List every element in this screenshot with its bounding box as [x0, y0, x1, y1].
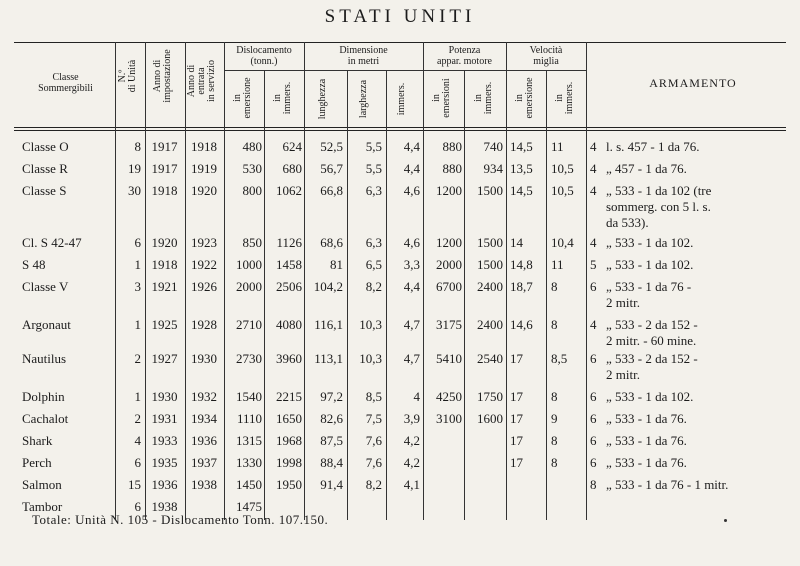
header-pot-immersione: in immers. — [473, 81, 494, 115]
cell-arm_n: 6 — [590, 411, 597, 426]
cell-di: 1126 — [276, 235, 302, 250]
cell-imp: 1917 — [151, 139, 178, 154]
cell-classe: Classe R — [22, 161, 68, 176]
cell-armamento: „ 533 - 1 da 102. — [606, 257, 694, 272]
cell-vi: 10,5 — [551, 183, 574, 198]
cell-lar: 6,3 — [365, 235, 382, 250]
cell-armamento: „ 533 - 2 da 152 - 2 mitr. - 60 mine. — [606, 317, 698, 348]
cell-armamento: „ 533 - 1 da 102 (tre sommerg. con 5 l. s. da 533). — [606, 183, 712, 230]
cell-de: 800 — [242, 183, 262, 198]
cell-ve: 17 — [510, 433, 523, 448]
cell-unita: 19 — [128, 161, 141, 176]
cell-vi: 8 — [551, 389, 558, 404]
cell-de: 2710 — [236, 317, 262, 332]
cell-serv: 1932 — [191, 389, 217, 404]
cell-unita: 2 — [134, 411, 141, 426]
cell-unita: 6 — [134, 455, 141, 470]
cell-serv: 1928 — [191, 317, 217, 332]
header-potenza: Potenza appar. motore — [437, 45, 492, 67]
cell-arm_n: 6 — [590, 351, 597, 366]
cell-ve: 14,8 — [510, 257, 533, 272]
cell-serv: 1938 — [191, 477, 217, 492]
header-velocita: Velocità miglia — [529, 45, 563, 67]
cell-serv: 1920 — [191, 183, 217, 198]
cell-armamento: „ 533 - 1 da 76. — [606, 411, 687, 426]
cell-di: 4080 — [276, 317, 302, 332]
cell-ve: 17 — [510, 351, 523, 366]
cell-serv: 1930 — [191, 351, 217, 366]
cell-vi: 8 — [551, 433, 558, 448]
cell-di: 680 — [282, 161, 302, 176]
header-vel-immersione: in immers. — [554, 81, 575, 115]
cell-de: 1110 — [236, 411, 262, 426]
cell-pi: 1600 — [477, 411, 503, 426]
col-divider — [386, 70, 387, 520]
table-footer: Totale: Unità N. 105 - Dislocamento Tonn. 107.150. — [32, 512, 329, 527]
cell-ve: 14,6 — [510, 317, 533, 332]
cell-unita: 6 — [134, 235, 141, 250]
page-title: STATI UNITI — [324, 6, 476, 27]
cell-pi: 2540 — [477, 351, 503, 366]
cell-classe: Dolphin — [22, 389, 65, 404]
cell-vi: 8 — [551, 317, 558, 332]
cell-pi: 1750 — [477, 389, 503, 404]
cell-vi: 11 — [551, 139, 564, 154]
cell-pi: 1500 — [477, 235, 503, 250]
cell-pi: 2400 — [477, 317, 503, 332]
col-divider — [347, 70, 348, 520]
cell-lun: 82,6 — [320, 411, 343, 426]
cell-pi: 740 — [483, 139, 503, 154]
cell-lun: 91,4 — [320, 477, 343, 492]
cell-unita: 1 — [134, 389, 141, 404]
header-unita: N.º di Unità — [117, 59, 138, 93]
cell-classe: Tambor — [22, 499, 63, 514]
cell-lun: 116,1 — [314, 317, 343, 332]
cell-di: 1650 — [276, 411, 302, 426]
cell-lar: 10,3 — [359, 351, 382, 366]
cell-armamento: „ 533 - 1 da 76. — [606, 455, 687, 470]
cell-imm: 4,4 — [403, 139, 420, 154]
cell-imm: 4,7 — [403, 351, 420, 366]
cell-imp: 1918 — [151, 183, 178, 198]
cell-pe: 6700 — [436, 279, 462, 294]
cell-unita: 6 — [134, 499, 141, 514]
cell-pi: 2400 — [477, 279, 503, 294]
cell-imm: 4,6 — [403, 183, 420, 198]
cell-pi: 1500 — [477, 257, 503, 272]
cell-de: 1315 — [236, 433, 262, 448]
cell-de: 2000 — [236, 279, 262, 294]
cell-imp: 1931 — [151, 411, 178, 426]
cell-classe: Classe V — [22, 279, 69, 294]
header-pot-emersione: in emersioni — [431, 78, 452, 118]
cell-lun: 104,2 — [313, 279, 343, 294]
header-impostazione: Anno di impostazione — [152, 49, 173, 103]
cell-imm: 4,6 — [403, 235, 420, 250]
cell-di: 1998 — [276, 455, 302, 470]
cell-lun: 113,1 — [314, 351, 343, 366]
header-disl-immersione: in immers. — [272, 81, 293, 115]
cell-arm_n: 8 — [590, 477, 597, 492]
cell-di: 1062 — [276, 183, 302, 198]
cell-vi: 8 — [551, 455, 558, 470]
cell-arm_n: 4 — [590, 183, 597, 198]
cell-vi: 10,5 — [551, 161, 574, 176]
cell-de: 1540 — [236, 389, 262, 404]
header-rule-double — [14, 130, 786, 131]
cell-lar: 10,3 — [359, 317, 382, 332]
cell-imp: 1918 — [151, 257, 178, 272]
header-disl-emersione: in emersione — [232, 77, 253, 119]
header-larghezza: larghezza — [358, 79, 369, 119]
cell-lun: 52,5 — [320, 139, 343, 154]
cell-classe: Classe O — [22, 139, 69, 154]
cell-pe: 1200 — [436, 235, 462, 250]
cell-de: 530 — [242, 161, 262, 176]
cell-lun: 68,6 — [320, 235, 343, 250]
cell-unita: 8 — [134, 139, 141, 154]
cell-armamento: „ 533 - 1 da 76 - 1 mitr. — [606, 477, 729, 492]
cell-di: 2506 — [276, 279, 302, 294]
header-rule — [14, 127, 786, 128]
cell-armamento: „ 457 - 1 da 76. — [606, 161, 687, 176]
col-divider — [506, 42, 507, 520]
cell-serv: 1936 — [191, 433, 217, 448]
cell-imm: 4 — [413, 389, 420, 404]
cell-ve: 17 — [510, 455, 523, 470]
cell-lun: 97,2 — [320, 389, 343, 404]
cell-de: 1330 — [236, 455, 262, 470]
cell-imm: 4,4 — [403, 279, 420, 294]
cell-imp: 1935 — [151, 455, 178, 470]
cell-armamento: „ 533 - 2 da 152 - 2 mitr. — [606, 351, 698, 382]
cell-classe: Classe S — [22, 183, 67, 198]
cell-lun: 56,7 — [320, 161, 343, 176]
cell-arm_n: 6 — [590, 433, 597, 448]
cell-armamento: „ 533 - 1 da 102. — [606, 389, 694, 404]
cell-unita: 30 — [128, 183, 141, 198]
cell-arm_n: 5 — [590, 257, 597, 272]
cell-pe: 880 — [442, 161, 462, 176]
cell-unita: 3 — [134, 279, 141, 294]
cell-pe: 3175 — [436, 317, 462, 332]
header-classe: Classe Sommergibili — [38, 72, 93, 94]
cell-imp: 1925 — [151, 317, 178, 332]
cell-vi: 8,5 — [551, 351, 568, 366]
cell-arm_n: 6 — [590, 389, 597, 404]
cell-imm: 3,9 — [403, 411, 420, 426]
cell-imp: 1930 — [151, 389, 178, 404]
cell-armamento: „ 533 - 1 da 102. — [606, 235, 694, 250]
cell-imp: 1927 — [151, 351, 178, 366]
cell-serv: 1934 — [191, 411, 217, 426]
cell-ve: 14,5 — [510, 183, 533, 198]
cell-ve: 14,5 — [510, 139, 533, 154]
cell-lar: 8,2 — [365, 279, 382, 294]
cell-de: 480 — [242, 139, 262, 154]
cell-imp: 1936 — [151, 477, 178, 492]
cell-lar: 7,5 — [365, 411, 382, 426]
cell-di: 624 — [282, 139, 302, 154]
cell-vi: 10,4 — [551, 235, 574, 250]
cell-classe: Cachalot — [22, 411, 69, 426]
cell-pe: 3100 — [436, 411, 462, 426]
col-divider — [464, 70, 465, 520]
cell-vi: 11 — [551, 257, 564, 272]
col-divider — [546, 70, 547, 520]
cell-ve: 14 — [510, 235, 523, 250]
cell-serv: 1923 — [191, 235, 217, 250]
header-servizio: Anno di entrata in servizio — [186, 60, 217, 102]
cell-pe: 880 — [442, 139, 462, 154]
header-vel-emersione: in emersione — [514, 77, 535, 119]
cell-classe: Salmon — [22, 477, 62, 492]
cell-di: 2215 — [276, 389, 302, 404]
cell-lar: 8,2 — [365, 477, 382, 492]
cell-imm: 4,2 — [403, 433, 420, 448]
cell-lun: 66,8 — [320, 183, 343, 198]
cell-pi: 934 — [483, 161, 503, 176]
cell-lun: 81 — [330, 257, 343, 272]
cell-lar: 7,6 — [365, 455, 382, 470]
cell-lar: 6,3 — [365, 183, 382, 198]
cell-de: 2730 — [236, 351, 262, 366]
cell-armamento: „ 533 - 1 da 76 - 2 mitr. — [606, 279, 692, 310]
header-armamento: ARMAMENTO — [649, 76, 737, 90]
cell-imm: 3,3 — [403, 257, 420, 272]
cell-arm_n: 6 — [590, 455, 597, 470]
cell-armamento: l. s. 457 - 1 da 76. — [606, 139, 700, 154]
cell-pi: 1500 — [477, 183, 503, 198]
cell-imm: 4,4 — [403, 161, 420, 176]
cell-classe: Perch — [22, 455, 52, 470]
cell-ve: 17 — [510, 411, 523, 426]
cell-ve: 17 — [510, 389, 523, 404]
cell-imm: 4,1 — [403, 477, 420, 492]
cell-lun: 88,4 — [320, 455, 343, 470]
cell-ve: 13,5 — [510, 161, 533, 176]
cell-unita: 2 — [134, 351, 141, 366]
cell-vi: 9 — [551, 411, 558, 426]
cell-lun: 87,5 — [320, 433, 343, 448]
cell-imp: 1938 — [151, 499, 178, 514]
cell-unita: 4 — [134, 433, 141, 448]
cell-imp: 1933 — [151, 433, 178, 448]
cell-imm: 4,2 — [403, 455, 420, 470]
cell-arm_n: 4 — [590, 317, 597, 332]
cell-imp: 1921 — [151, 279, 178, 294]
header-lunghezza: lunghezza — [317, 78, 328, 120]
cell-di: 1458 — [276, 257, 302, 272]
header-dislocamento: Dislocamento (tonn.) — [236, 45, 292, 67]
cell-arm_n: 6 — [590, 279, 597, 294]
cell-classe: Argonaut — [22, 317, 71, 332]
cell-lar: 5,5 — [365, 161, 382, 176]
cell-di: 1968 — [276, 433, 302, 448]
cell-imm: 4,7 — [403, 317, 420, 332]
cell-de: 850 — [242, 235, 262, 250]
header-dimensione: Dimensione in metri — [339, 45, 388, 67]
cell-lar: 5,5 — [365, 139, 382, 154]
cell-arm_n: 4 — [590, 139, 597, 154]
cell-serv: 1919 — [191, 161, 217, 176]
cell-pe: 2000 — [436, 257, 462, 272]
cell-pe: 4250 — [436, 389, 462, 404]
cell-di: 3960 — [276, 351, 302, 366]
cell-serv: 1937 — [191, 455, 217, 470]
col-divider — [264, 70, 265, 520]
col-divider — [586, 42, 587, 520]
cell-classe: S 48 — [22, 257, 46, 272]
cell-de: 1450 — [236, 477, 262, 492]
cell-classe: Nautilus — [22, 351, 67, 366]
cell-serv: 1926 — [191, 279, 217, 294]
cell-unita: 15 — [128, 477, 141, 492]
print-mark — [724, 519, 727, 522]
cell-lar: 6,5 — [365, 257, 382, 272]
cell-pe: 1200 — [436, 183, 462, 198]
cell-lar: 7,6 — [365, 433, 382, 448]
cell-imp: 1920 — [151, 235, 178, 250]
cell-imp: 1917 — [151, 161, 178, 176]
cell-ve: 18,7 — [510, 279, 533, 294]
cell-di: 1950 — [276, 477, 302, 492]
cell-serv: 1922 — [191, 257, 217, 272]
cell-arm_n: 4 — [590, 161, 597, 176]
cell-arm_n: 4 — [590, 235, 597, 250]
cell-pe: 5410 — [436, 351, 462, 366]
cell-unita: 1 — [134, 257, 141, 272]
cell-lar: 8,5 — [365, 389, 382, 404]
cell-de: 1475 — [236, 499, 262, 514]
cell-serv: 1918 — [191, 139, 217, 154]
cell-armamento: „ 533 - 1 da 76. — [606, 433, 687, 448]
cell-vi: 8 — [551, 279, 558, 294]
cell-de: 1000 — [236, 257, 262, 272]
cell-classe: Cl. S 42-47 — [22, 235, 82, 250]
cell-unita: 1 — [134, 317, 141, 332]
header-dim-immersione: immers. — [396, 82, 407, 116]
cell-classe: Shark — [22, 433, 53, 448]
